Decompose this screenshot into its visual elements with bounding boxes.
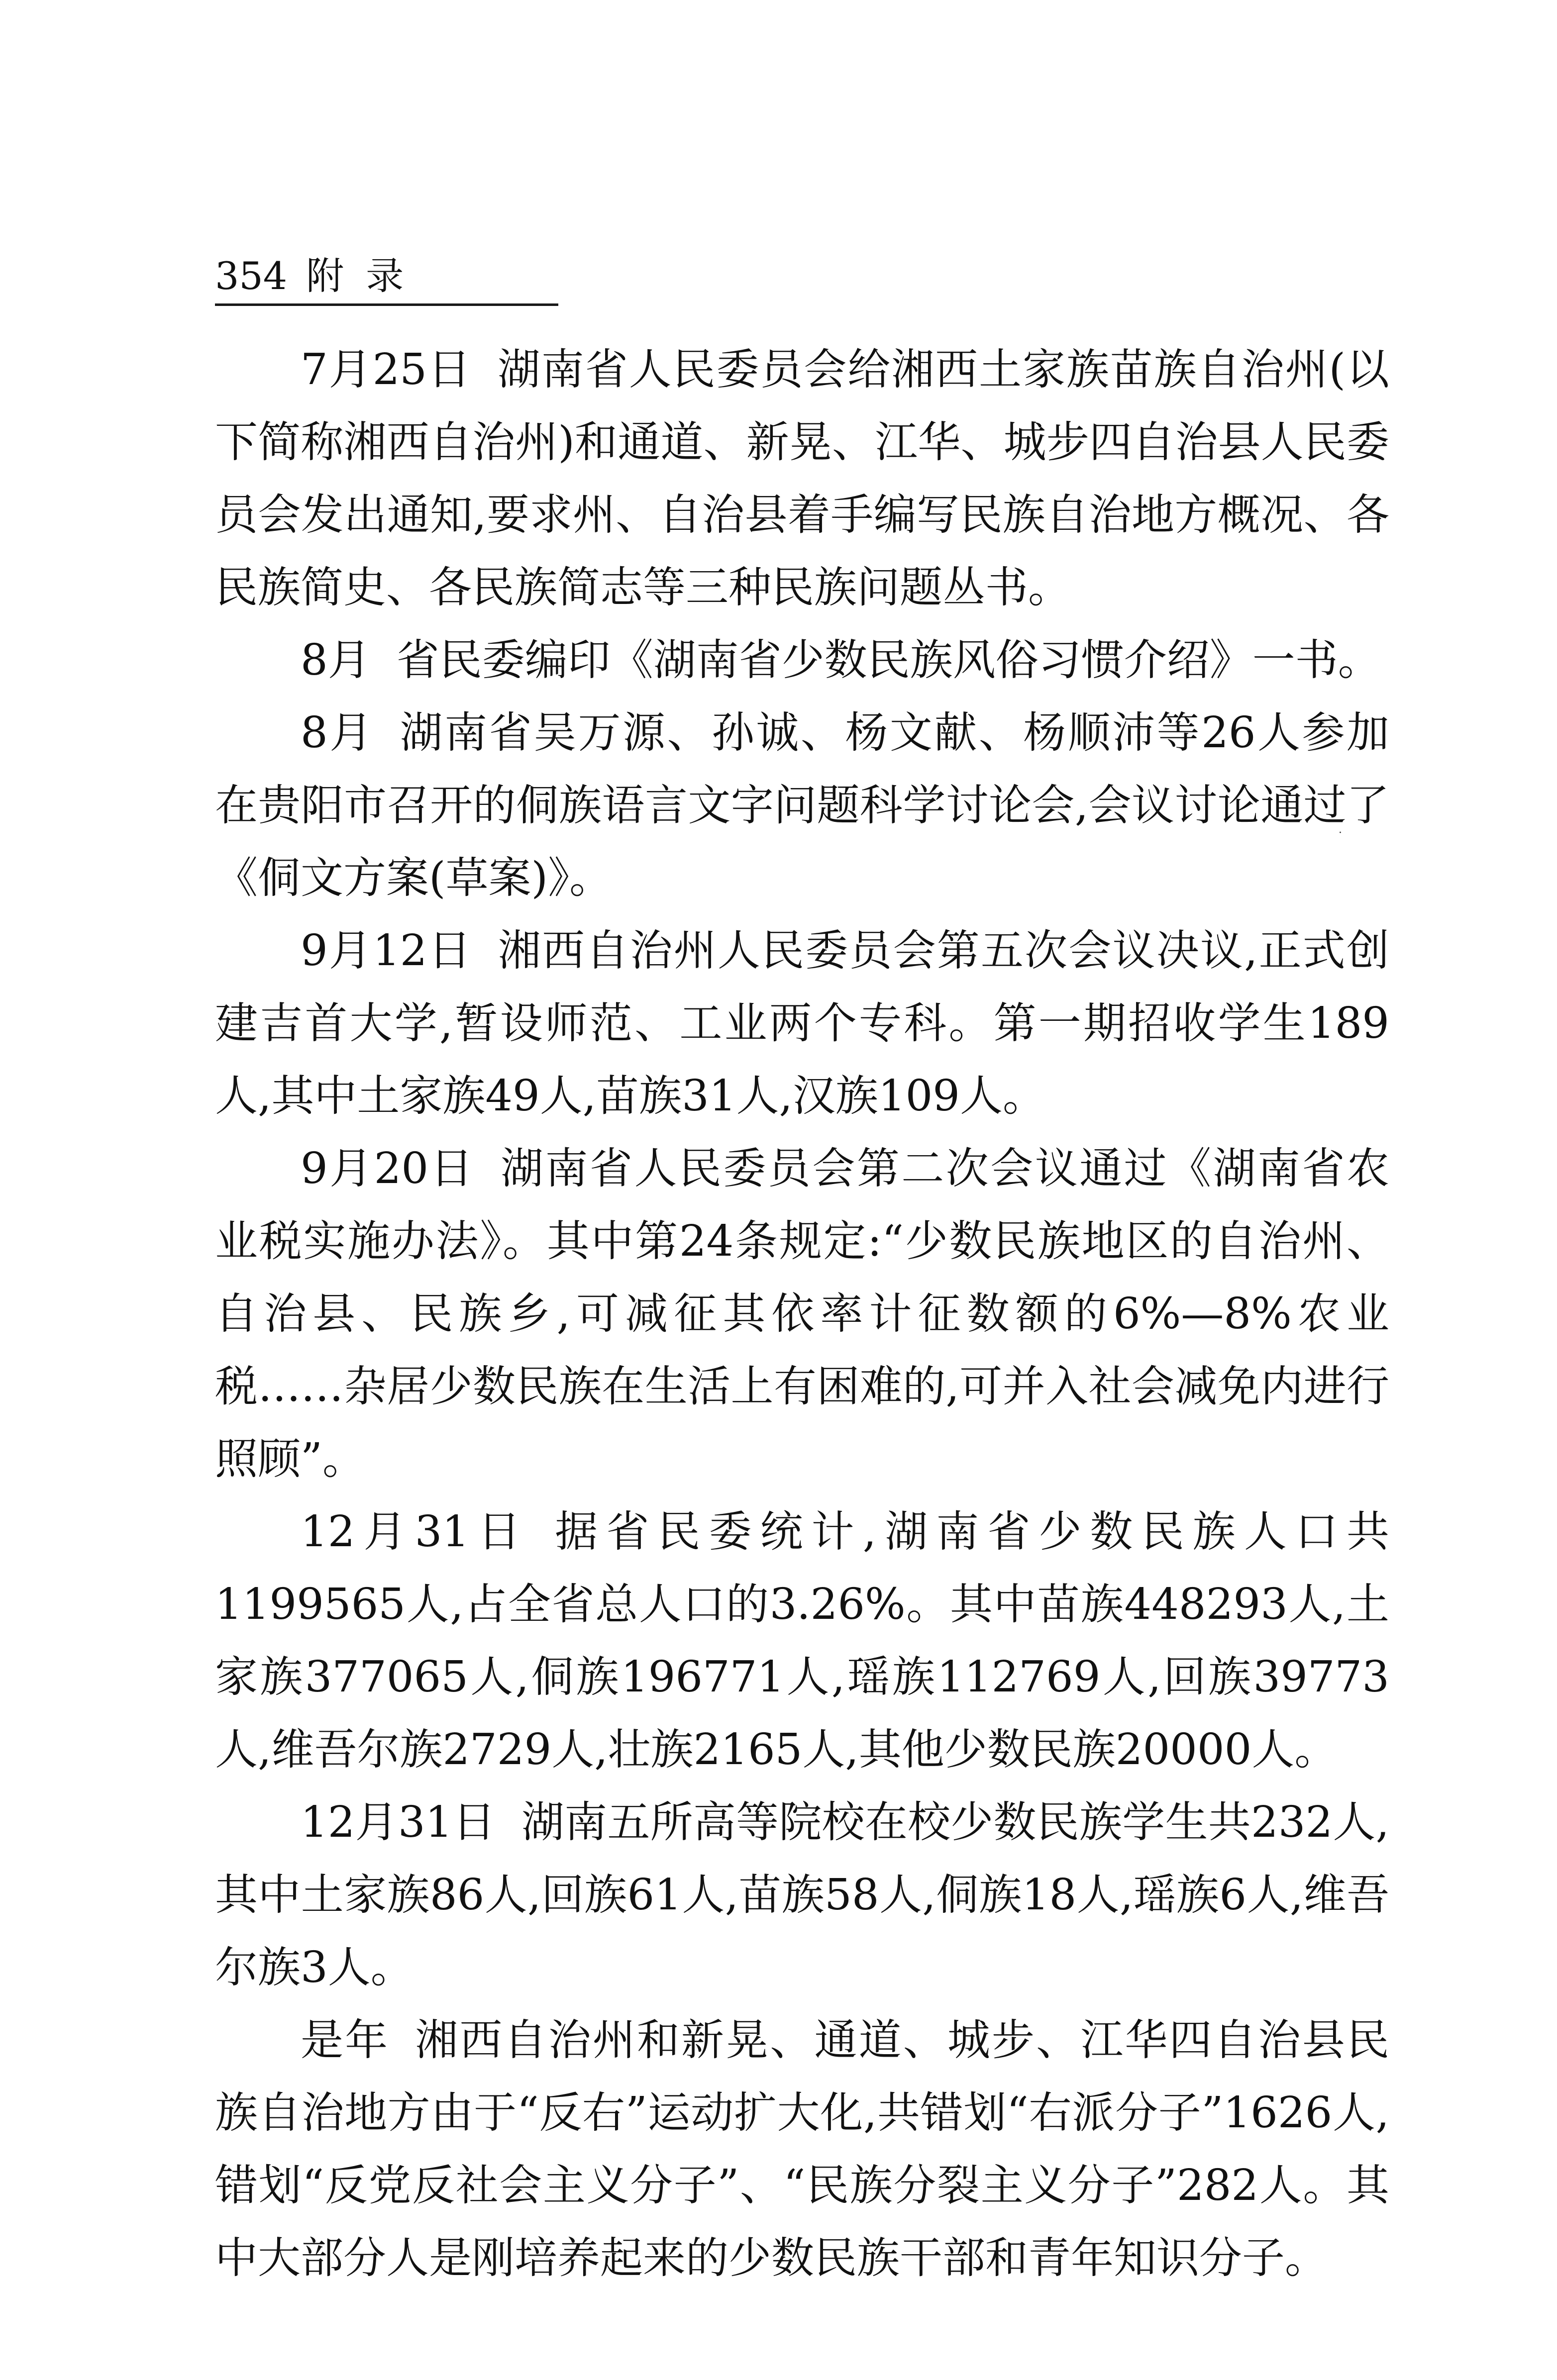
entry-text: 湖南省人民委员会第二次会议通过《湖南省农业税实施办法》。其中第24条规定:“少数民族地区的自治州、自治县、民族乡,可减征其依率计征数额的6%—8%农业税……杂居少数民族在生活上有困难的,可并入社会减免内进行照顾”。: [215, 1144, 1390, 1484]
chronology-entry: [215, 333, 1389, 624]
chronology-entry: [215, 914, 1389, 1132]
chronology-text: [215, 333, 1389, 2294]
running-head: [215, 249, 563, 303]
entry-date: 12月31日: [301, 1797, 496, 1847]
page-number: 354: [215, 254, 288, 298]
entry-date: 是年: [301, 2015, 390, 2065]
chronology-entry: [215, 1495, 1389, 1786]
entry-text: 湖南省吴万源、孙诚、杨文献、杨顺沛等26人参加在贵阳市召开的侗族语言文字问题科学讨论会,会议讨论通过了《侗文方案(草案)》。: [215, 708, 1390, 903]
entry-date: 9月12日: [301, 926, 472, 976]
chronology-entry: [215, 696, 1389, 914]
entry-text: 湘西自治州人民委员会第五次会议决议,正式创建吉首大学,暂设师范、工业两个专科。第一期招收学生189人,其中土家族49人,苗族31人,汉族109人。: [215, 926, 1389, 1121]
chronology-entry: [215, 2004, 1389, 2294]
entry-text: 湖南省人民委员会给湘西土家族苗族自治州(以下简称湘西自治州)和通道、新晃、江华、城步四自治县人民委员会发出通知,要求州、自治县着手编写民族自治地方概况、各民族简史、各民族简志等三种民族问题丛书。: [215, 345, 1389, 612]
chronology-entry: [215, 1786, 1389, 2004]
print-mark-icon: ·: [1339, 827, 1342, 839]
entry-date: 8月: [301, 708, 374, 758]
entry-text: 湖南五所高等院校在校少数民族学生共232人,其中土家族86人,回族61人,苗族58人,侗族18人,瑶族6人,维吾尔族3人。: [215, 1797, 1390, 1992]
header-rule: [215, 303, 558, 306]
entry-date: 9月20日: [301, 1144, 475, 1193]
entry-date: 8月: [301, 635, 371, 685]
entry-date: 12月31日: [301, 1507, 529, 1557]
entry-text: 湘西自治州和新晃、通道、城步、江华四自治县民族自治地方由于“反右”运动扩大化,共错划“右派分子”1626人,错划“反党反社会主义分子”、“民族分裂主义分子”282人。其中大部分人是刚培养起来的少数民族干部和青年知识分子。: [215, 2015, 1390, 2283]
section-title: 附录: [306, 254, 426, 298]
chronology-entry: [215, 624, 1389, 696]
entry-date: 7月25日: [301, 345, 472, 395]
chronology-entry: [215, 1132, 1389, 1495]
entry-text: 据省民委统计,湖南省少数民族人口共1199565人,占全省总人口的3.26%。其中苗族448293人,土家族377065人,侗族196771人,瑶族112769人,回族39773人,维吾尔族2729人,壮族2165人,其他少数民族20000人。: [215, 1507, 1389, 1775]
entry-text: 省民委编印《湖南省少数民族风俗习惯介绍》一书。: [396, 635, 1381, 685]
